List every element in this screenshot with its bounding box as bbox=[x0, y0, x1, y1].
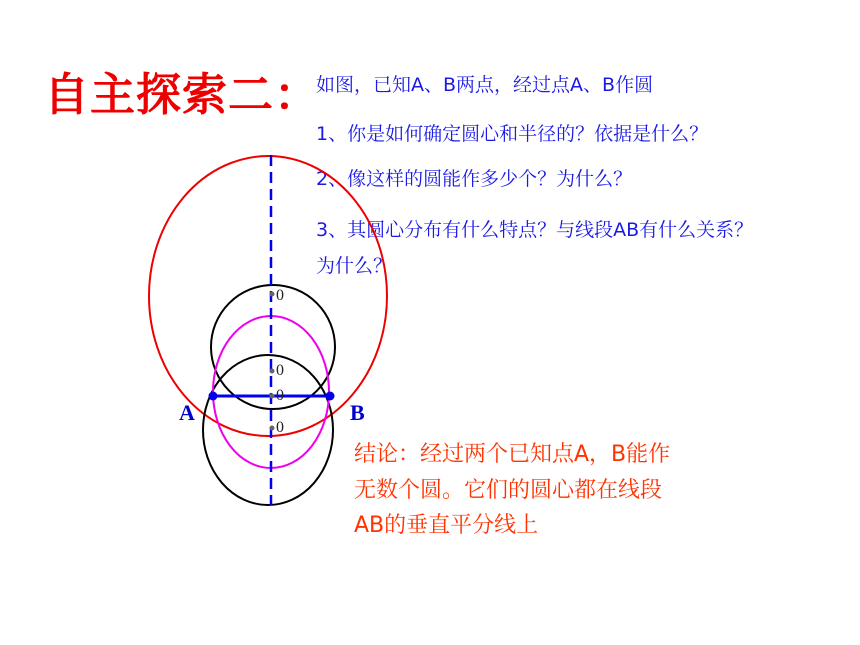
center-label-2: 0 bbox=[276, 362, 284, 379]
intro-text: 如图，已知A、B两点，经过点A、B作圆 bbox=[316, 74, 654, 96]
center-label-3: 0 bbox=[276, 387, 284, 404]
point-b-label: B bbox=[350, 400, 365, 425]
point-a-dot bbox=[209, 392, 218, 401]
center-dot-1 bbox=[270, 292, 275, 297]
lower-black-circle bbox=[203, 355, 333, 505]
question-3-continued: 为什么？ bbox=[316, 255, 393, 277]
large-circle bbox=[149, 156, 387, 436]
question-2: 2、像这样的圆能作多少个？为什么？ bbox=[316, 168, 633, 190]
upper-black-circle bbox=[211, 285, 335, 409]
center-dot-2 bbox=[270, 369, 275, 374]
point-b-dot bbox=[326, 392, 335, 401]
center-dot-3 bbox=[270, 394, 275, 399]
center-label-1: 0 bbox=[276, 287, 284, 304]
slide-title: 自主探索二： bbox=[44, 68, 321, 121]
conclusion-line-3: AB的垂直平分线上 bbox=[354, 513, 539, 538]
conclusion-line-1: 结论：经过两个已知点A，B能作 bbox=[354, 442, 671, 467]
point-a-label: A bbox=[179, 400, 195, 425]
question-1: 1、你是如何确定圆心和半径的？依据是什么？ bbox=[316, 123, 709, 145]
conclusion-line-2: 无数个圆。它们的圆心都在线段 bbox=[354, 478, 663, 503]
center-dot-4 bbox=[270, 426, 275, 431]
center-label-4: 0 bbox=[276, 419, 284, 436]
question-3: 3、其圆心分布有什么特点？与线段AB有什么关系？ bbox=[316, 219, 754, 241]
